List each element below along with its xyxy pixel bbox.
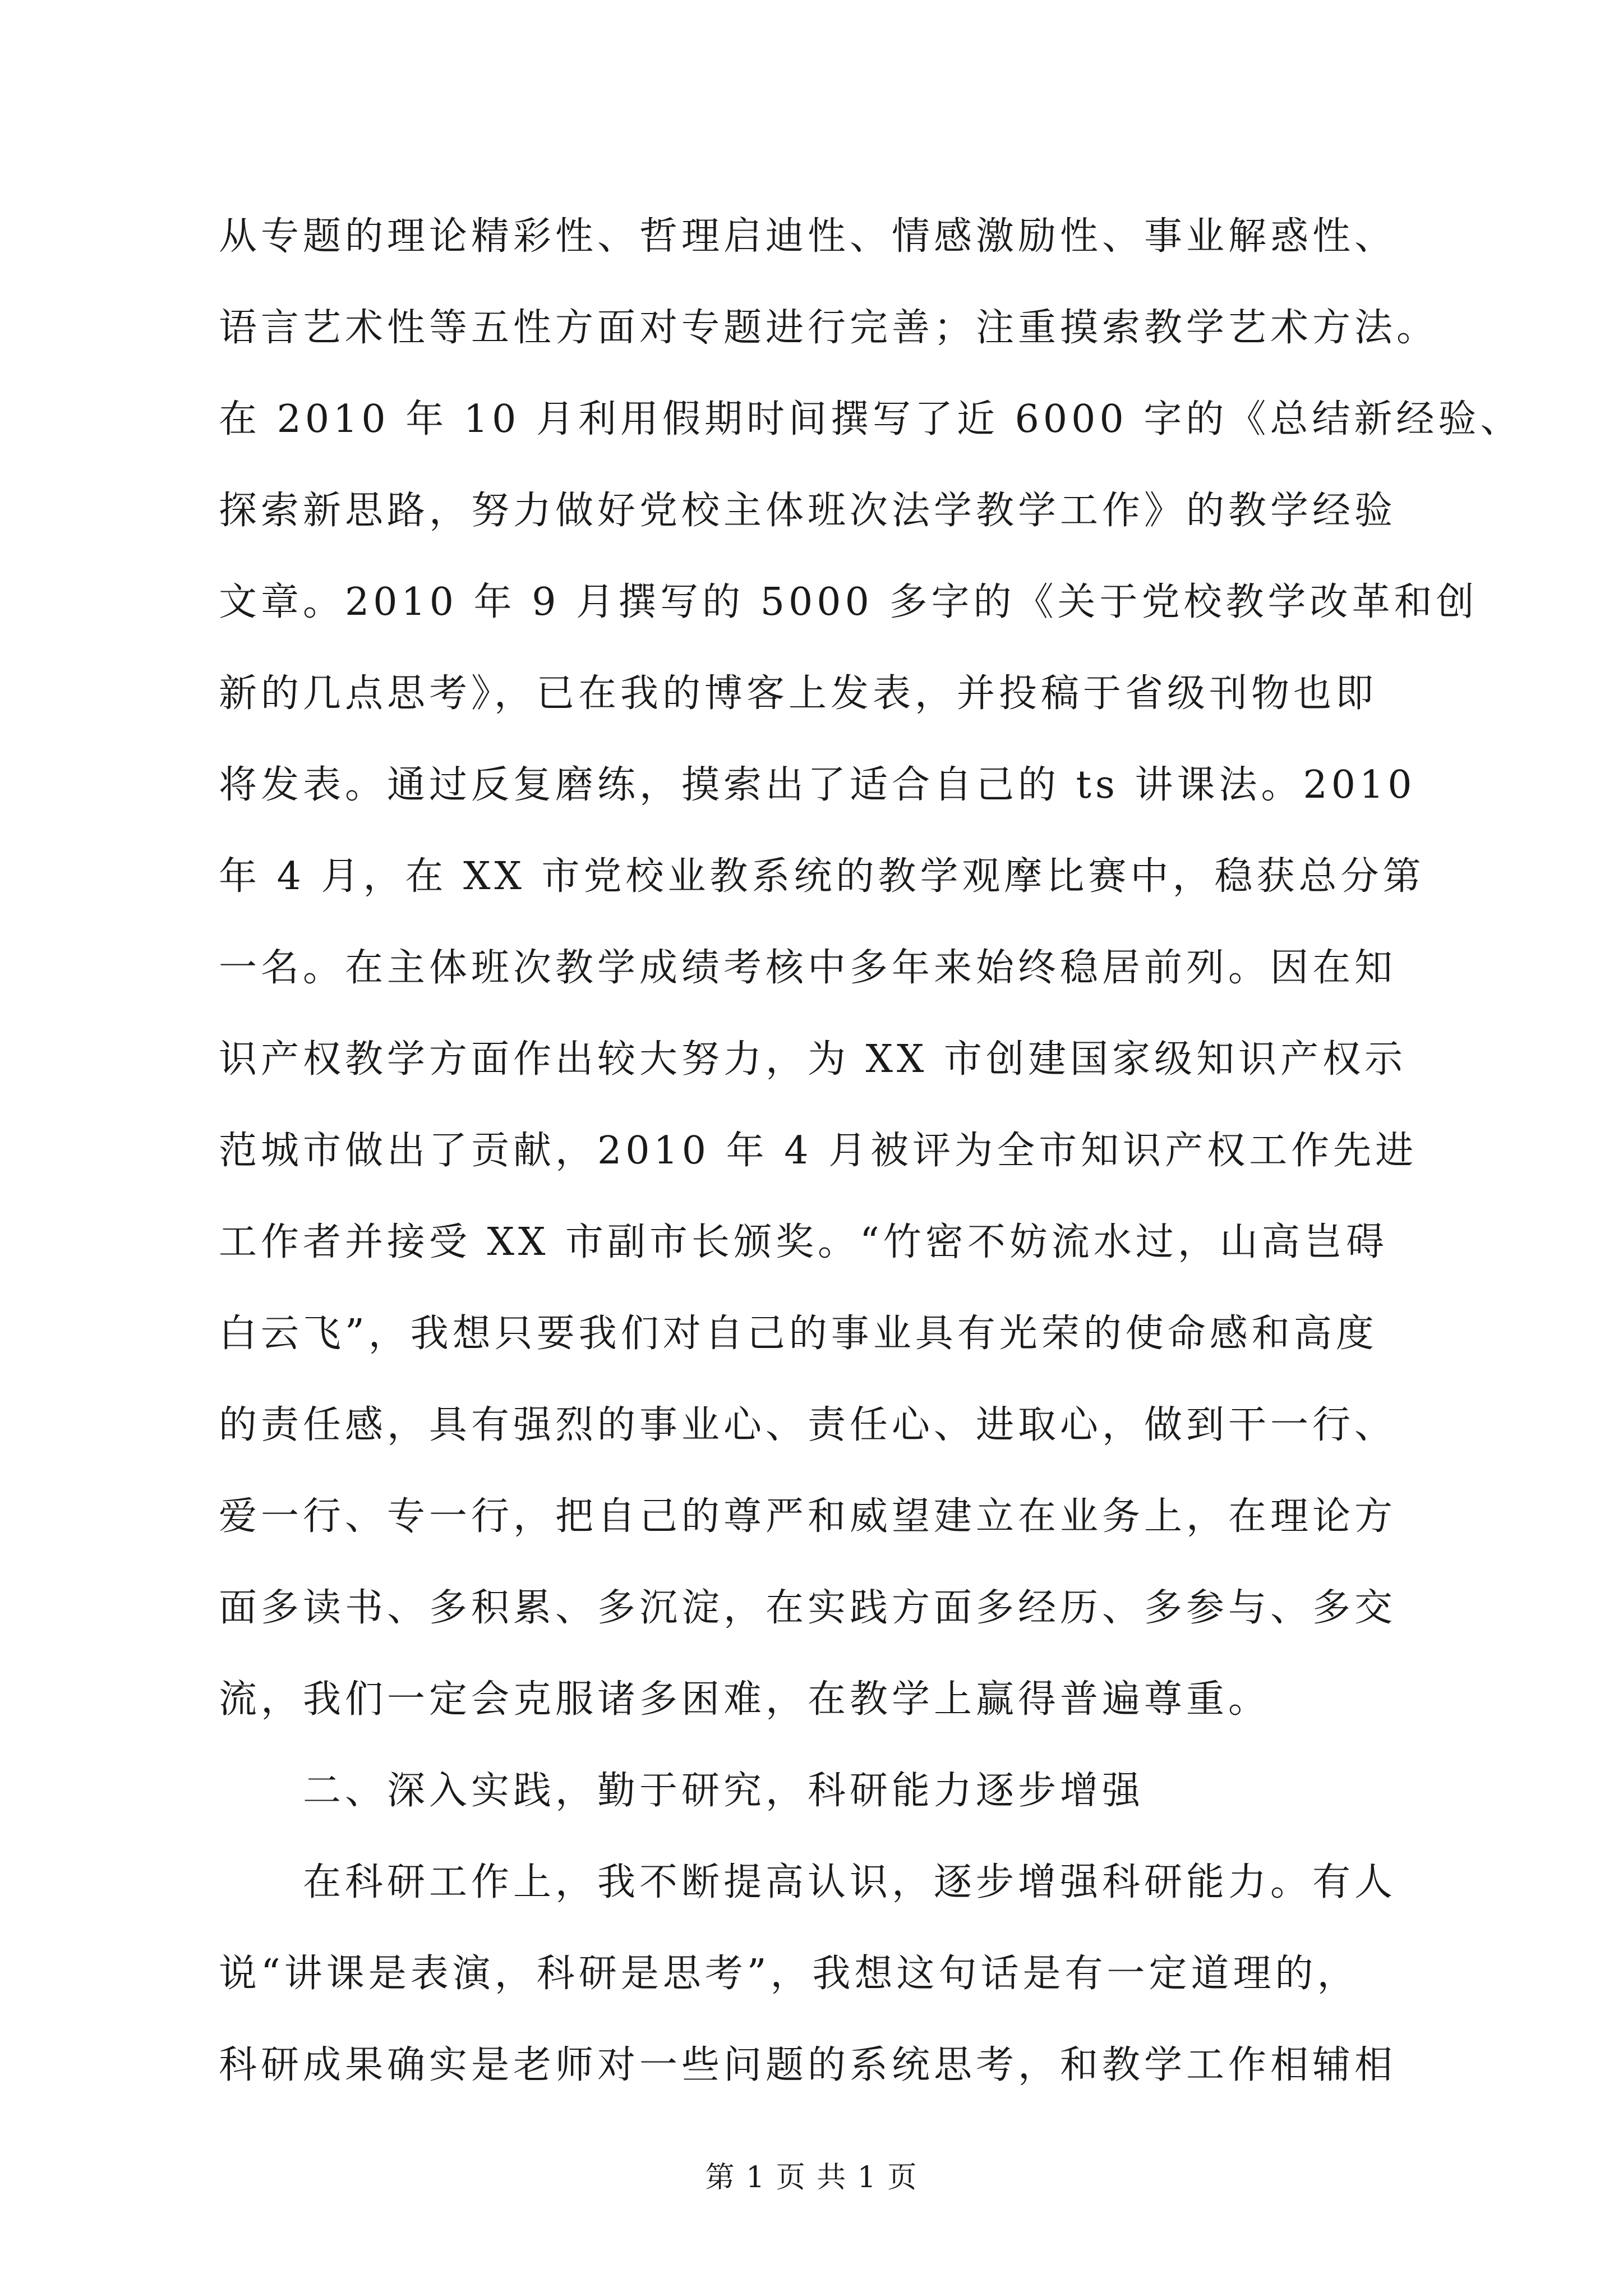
- body-text-line: 面多读书、多积累、多沉淀，在实践方面多经历、多参与、多交: [219, 1586, 1397, 1630]
- body-text-line: 识产权教学方面作出较大努力，为 XX 市创建国家级知识产权示: [219, 1037, 1407, 1082]
- body-text-line: 科研成果确实是老师对一些问题的系统思考，和教学工作相辅相: [219, 2043, 1397, 2087]
- section-heading: 二、深入实践，勤于研究，科研能力逐步增强: [303, 1769, 1145, 1813]
- body-text-line: 年 4 月，在 XX 市党校业教系统的教学观摩比赛中，稳获总分第: [219, 854, 1425, 899]
- body-text-line: 文章。2010 年 9 月撰写的 5000 多字的《关于党校教学改革和创: [219, 580, 1478, 624]
- body-text-line: 范城市做出了贡献，2010 年 4 月被评为全市知识产权工作先进: [219, 1129, 1418, 1173]
- body-text-line: 白云飞”，我想只要我们对自己的事业具有光荣的使命感和高度: [219, 1312, 1378, 1356]
- body-text-line: 流，我们一定会克服诸多困难，在教学上赢得普遍尊重。: [219, 1677, 1271, 1722]
- body-text-line: 说“讲课是表演，科研是思考”，我想这句话是有一定道理的，: [219, 1952, 1359, 1996]
- body-text-line: 从专题的理论精彩性、哲理启迪性、情感激励性、事业解惑性、: [219, 214, 1397, 259]
- body-text-line: 爱一行、专一行，把自己的尊严和威望建立在业务上，在理论方: [219, 1494, 1397, 1539]
- page-number-footer: 第 1 页 共 1 页: [705, 2161, 918, 2194]
- body-text-line: 语言艺术性等五性方面对专题进行完善；注重摸索教学艺术方法。: [219, 306, 1439, 350]
- body-text-line: 将发表。通过反复磨练，摸索出了适合自己的 ts 讲课法。2010: [219, 763, 1416, 807]
- body-text-line: 新的几点思考》，已在我的博客上发表，并投稿于省级刊物也即: [219, 671, 1378, 716]
- body-text-line: 探索新思路，努力做好党校主体班次法学教学工作》的教学经验: [219, 489, 1397, 533]
- body-text-line: 在科研工作上，我不断提高认识，逐步增强科研能力。有人: [303, 1860, 1397, 1904]
- body-text-line: 在 2010 年 10 月利用假期时间撰写了近 6000 字的《总结新经验、: [219, 397, 1523, 441]
- body-text-line: 的责任感，具有强烈的事业心、责任心、进取心，做到干一行、: [219, 1403, 1397, 1447]
- body-text-line: 工作者并接受 XX 市副市长颁奖。“竹密不妨流水过，山高岂碍: [219, 1220, 1388, 1264]
- body-text-line: 一名。在主体班次教学成绩考核中多年来始终稳居前列。因在知: [219, 946, 1397, 990]
